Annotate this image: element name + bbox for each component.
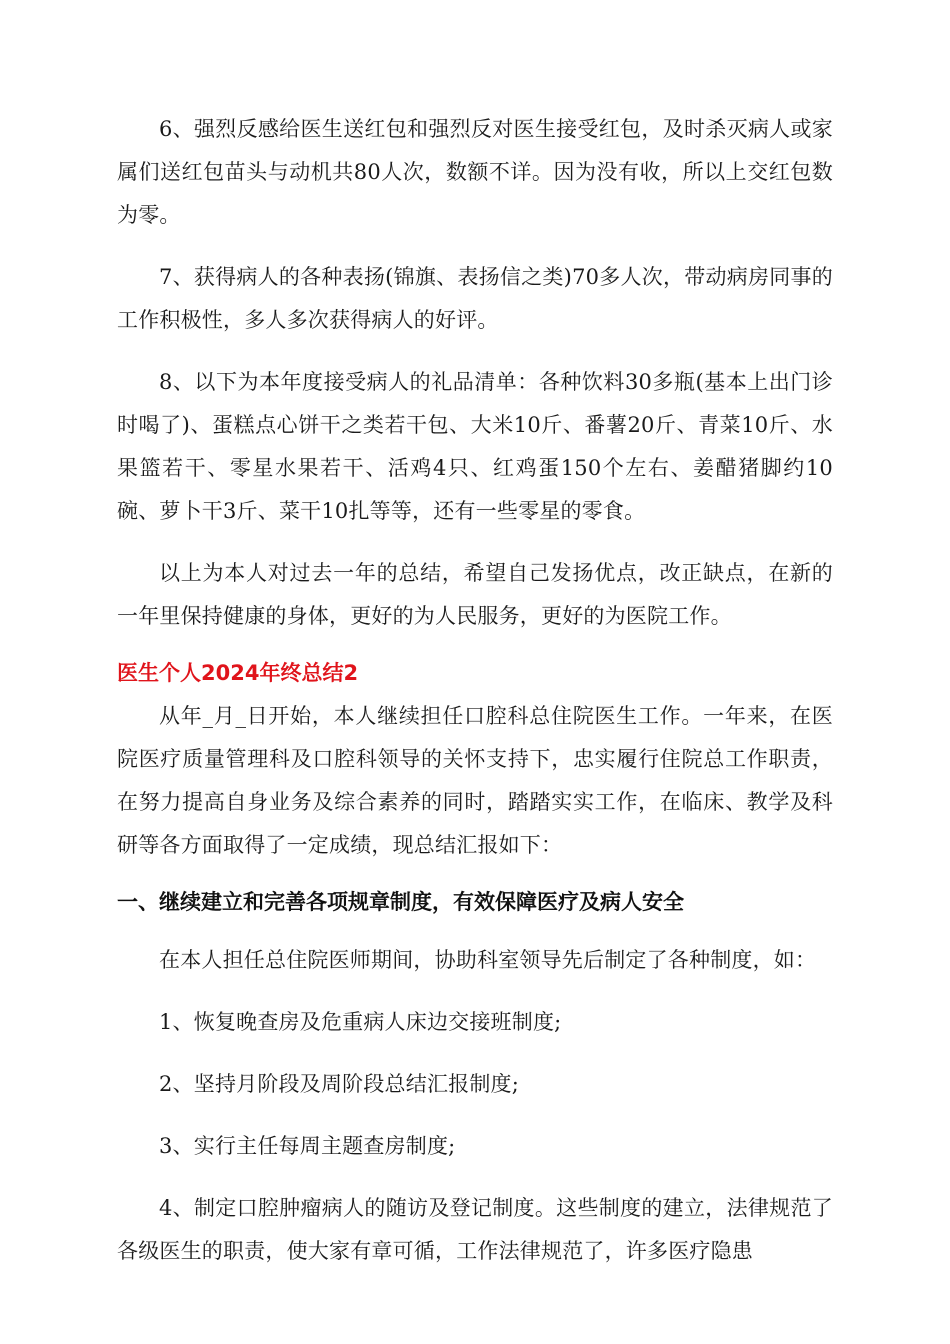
paragraph-rules-intro: 在本人担任总住院医师期间，协助科室领导先后制定了各种制度，如： [159,948,817,972]
subheading-rules: 一、继续建立和完善各项规章制度，有效保障医疗及病人安全 [117,890,684,914]
paragraph-rule-1: 1、恢复晚查房及危重病人床边交接班制度; [159,1010,562,1034]
section-title: 医生个人2024年终总结2 [117,661,359,685]
paragraph-conclusion: 以上为本人对过去一年的总结，希望自己发扬优点，改正缺点，在新的一年里保持健康的身体，更好的为人民服务，更好的为医院工作。 [117,561,833,628]
document-body [117,108,833,1292]
paragraph-intro: 从年_月_日开始，本人继续担任口腔科总住院医生工作。一年来，在医院医疗质量管理科及口腔科领导的关怀支持下，忠实履行住院总工作职责，在努力提高自身业务及综合素养的同时，踏踏实实工作，在临床、教学及科研等各方面取得了一定成绩，现总结汇报如下： [117,704,833,857]
paragraph-item-6: 6、强烈反感给医生送红包和强烈反对医生接受红包，及时杀灭病人或家属们送红包苗头与动机共80人次，数额不详。因为没有收，所以上交红包数为零。 [117,117,833,227]
paragraph-item-7: 7、获得病人的各种表扬(锦旗、表扬信之类)70多人次，带动病房同事的工作积极性，多人多次获得病人的好评。 [117,265,833,332]
paragraph-rule-2: 2、坚持月阶段及周阶段总结汇报制度; [159,1072,520,1096]
paragraph-item-8-gift-list: 8、以下为本年度接受病人的礼品清单：各种饮料30多瓶(基本上出门诊时喝了)、蛋糕点心饼干之类若干包、大米10斤、番薯20斤、青菜10斤、水果篮若干、零星水果若干、活鸡4只、红鸡蛋150个左右、姜醋猪脚约10碗、萝卜干3斤、菜干10扎等等，还有一些零星的零食。 [117,370,833,523]
paragraph-rule-4: 4、制定口腔肿瘤病人的随访及登记制度。这些制度的建立，法律规范了各级医生的职责，使大家有章可循，工作法律规范了，许多医疗隐患 [117,1196,833,1263]
paragraph-rule-3: 3、实行主任每周主题查房制度; [159,1134,456,1158]
